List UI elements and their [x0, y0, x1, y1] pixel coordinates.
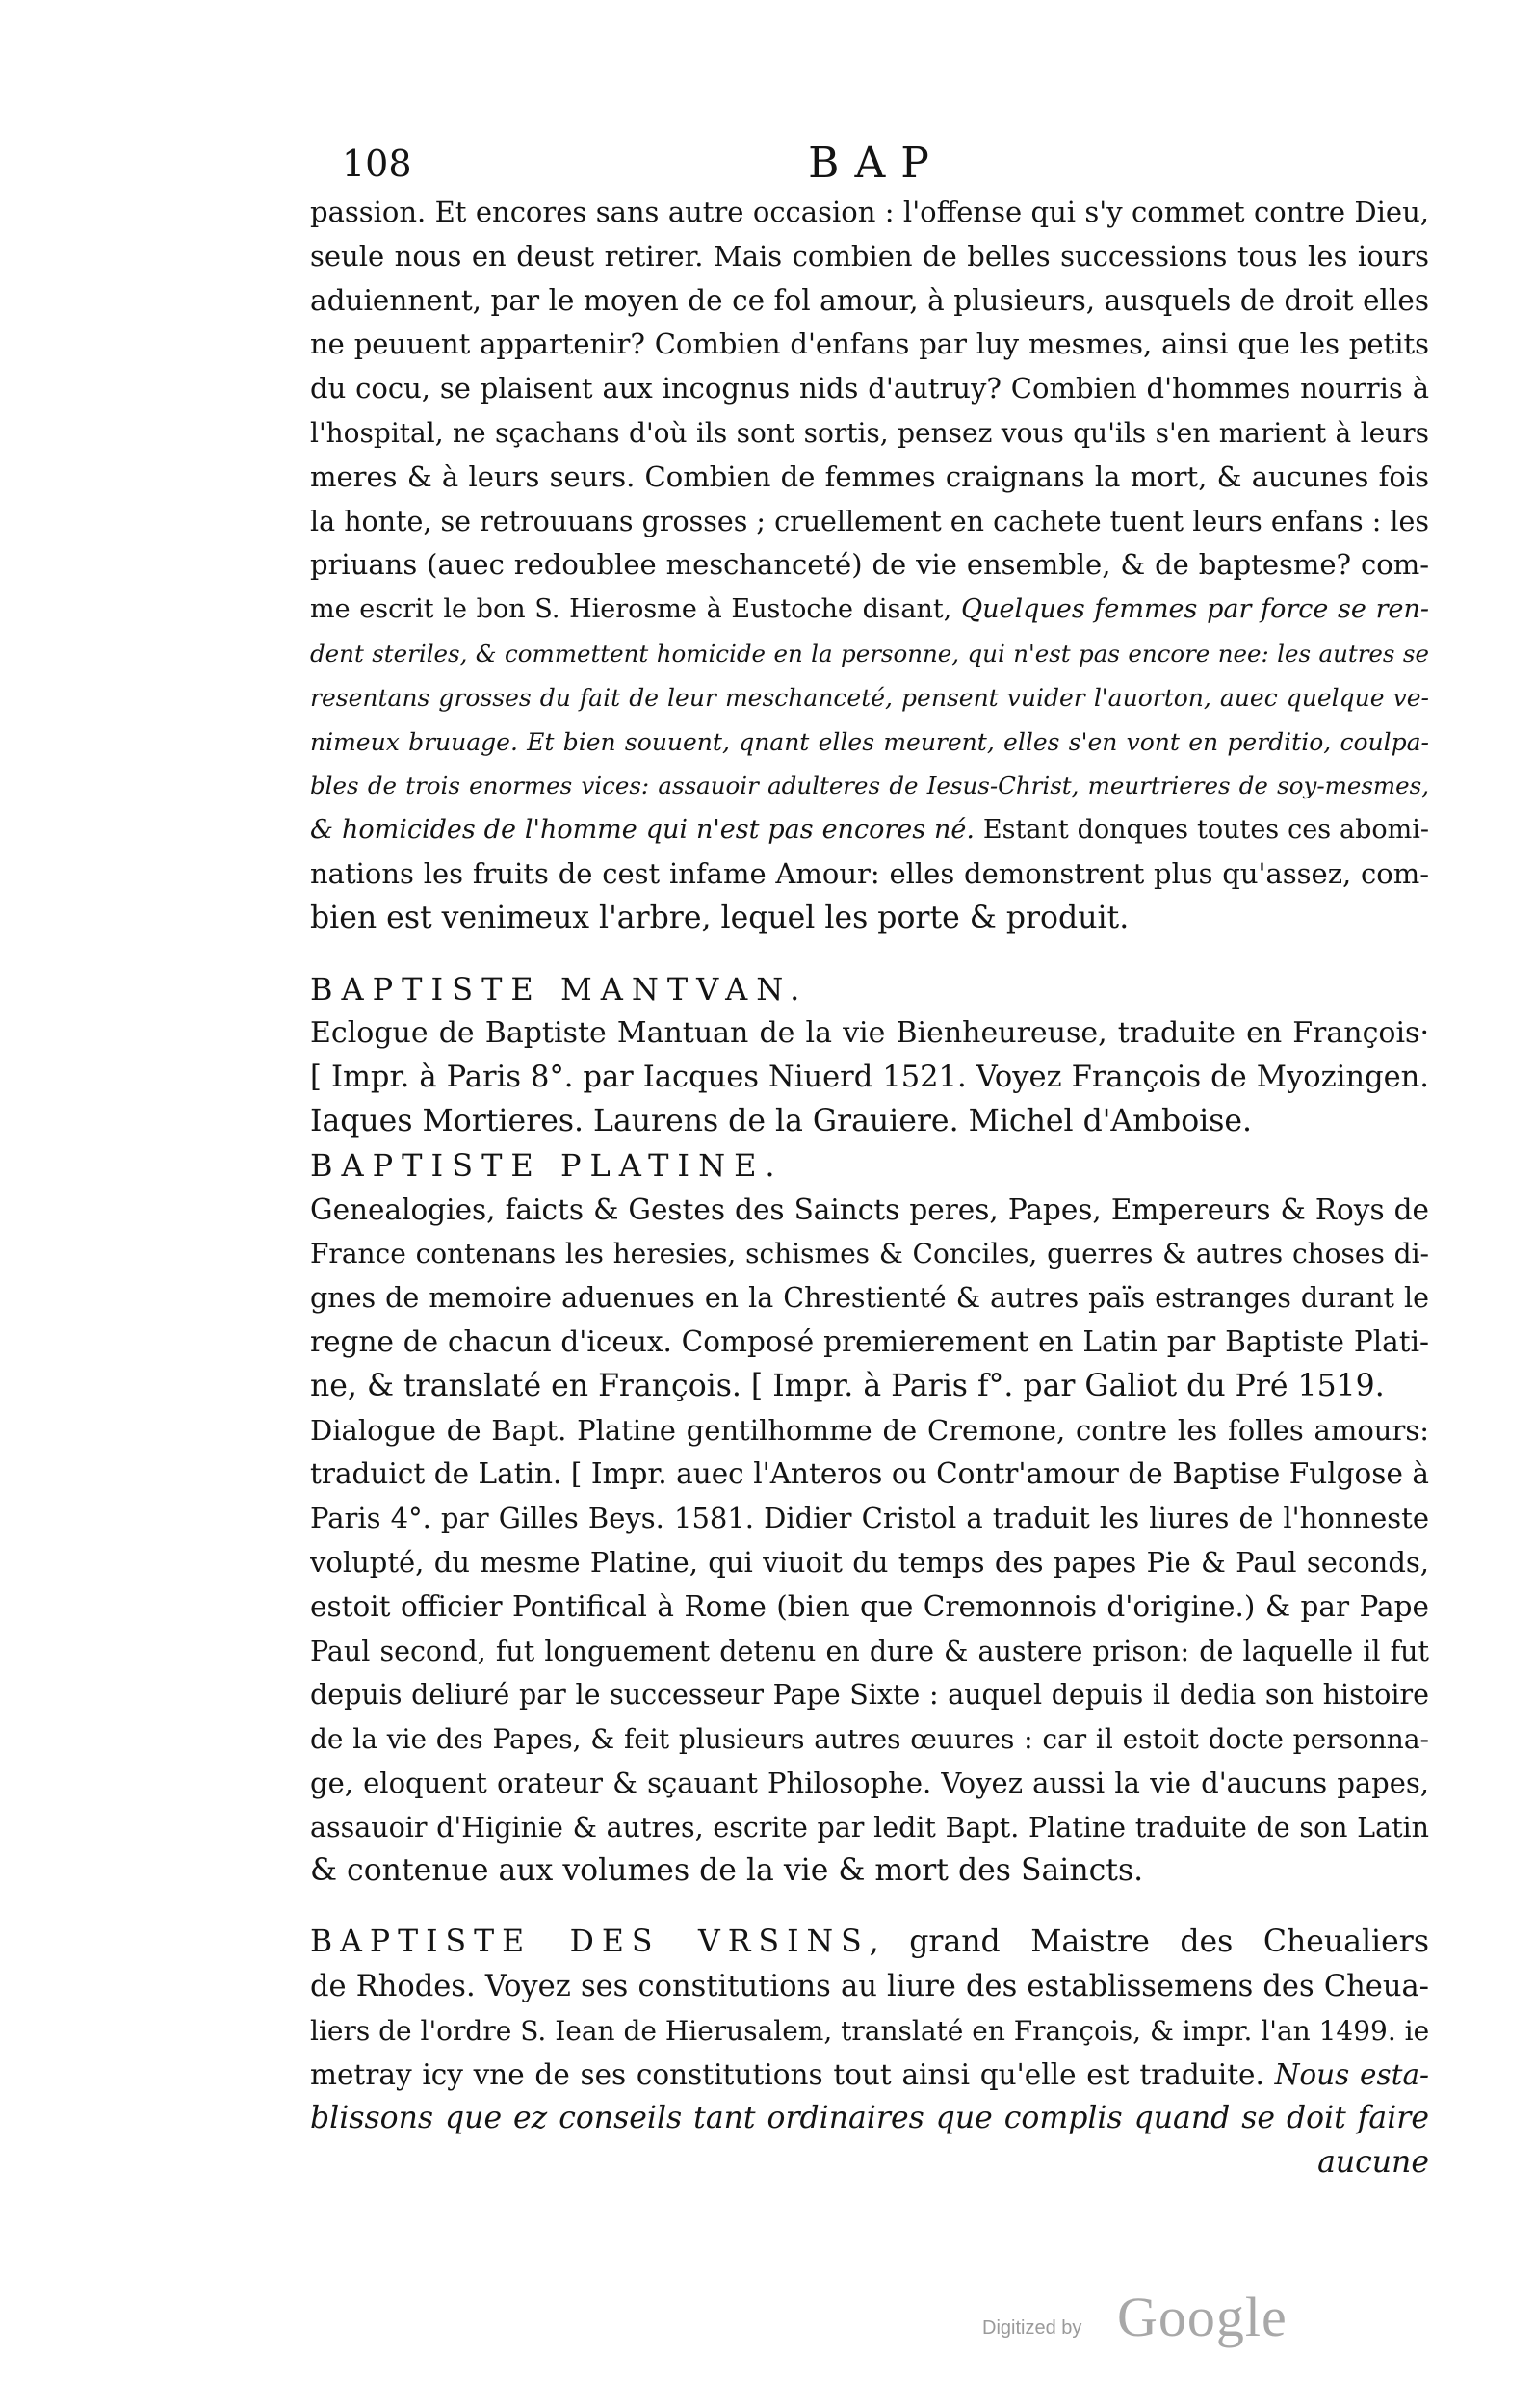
section-gap — [310, 1894, 1429, 1921]
text-line: l'hospital, ne sçachans d'où ils sont sortis, pensez vous qu'ils s'en marient à leurs — [310, 416, 1429, 449]
text-line: ge, eloquent orateur & sçauant Philosophe. Voyez aussi la vie d'aucuns papes, — [310, 1766, 1429, 1799]
italic-quote: & homicides de l'homme qui n'est pas encores né. — [310, 815, 975, 846]
text-roman: Estant donques toutes ces abomi- — [974, 815, 1429, 846]
text-line — [310, 808, 1429, 852]
text-line: [ Impr. à Paris 8°. par Iacques Niuerd 1521. Voyez François de Myozingen. — [310, 1060, 1429, 1095]
text-line: Dialogue de Bapt. Platine gentilhomme de Cremone, contre les folles amours: — [310, 1413, 1429, 1447]
text-line: depuis deliuré par le successeur Pape Sixte : auquel depuis il dedia son histoire — [310, 1679, 1429, 1712]
page-number: 108 — [342, 143, 412, 185]
text-roman: metray icy vne de ses constitutions tout ainsi qu'elle est traduite. — [310, 2057, 1275, 2091]
text-line: regne de chacun d'iceux. Composé premierement en Latin par Baptiste Plati- — [310, 1324, 1429, 1358]
text-line: passion. Et encores sans autre occasion : l'offense qui s'y commet contre Dieu, — [310, 196, 1429, 228]
text-line: Eclogue de Baptiste Mantuan de la vie Bienheureuse, traduite en François· — [310, 1016, 1429, 1051]
italic-quote-line: bles de trois enormes vices: assauoir adulteres de Iesus-Christ, meurtrieres de soy-mesmes, — [310, 772, 1429, 800]
text-line: volupté, du mesme Platine, qui viuoit du temps des papes Pie & Paul seconds, — [310, 1545, 1429, 1579]
italic-quote-line: resentans grosses du fait de leur meschanceté, pensent vuider l'auorton, auec quelque ve- — [310, 683, 1429, 712]
text-line: meres & à leurs seurs. Combien de femmes craignans la mort, & aucunes fois — [310, 459, 1429, 493]
text-line — [310, 588, 1429, 632]
entry-heading-platine: BAPTISTE PLATINE. — [310, 1146, 784, 1184]
text-line: priuans (auec redoublee meschanceté) de vie ensemble, & de baptesme? com- — [310, 548, 1429, 582]
text-line: Paul second, fut longuement detenu en dure & austere prison: de laquelle il fut — [310, 1635, 1429, 1667]
text-line: ne peuuent appartenir? Combien d'enfans par luy mesmes, ainsi que les petits — [310, 327, 1429, 361]
italic-quote: Quelques femmes par force se ren- — [961, 594, 1429, 625]
text-line: Iaques Mortieres. Laurens de la Grauiere. Michel d'Amboise. — [310, 1103, 1253, 1139]
text-line: nations les fruits de cest infame Amour: elles demonstrent plus qu'assez, com- — [310, 856, 1429, 890]
text-line: traduict de Latin. [ Impr. auec l'Anteros ou Contr'amour de Baptise Fulgose à — [310, 1457, 1429, 1491]
page-header — [332, 139, 1420, 191]
text-line: liers de l'ordre S. Iean de Hierusalem, translaté en François, & impr. l'an 1499. ie — [310, 2014, 1429, 2047]
text-line — [310, 1921, 1429, 1965]
section-gap — [310, 941, 1429, 968]
catchword: aucune — [1317, 2145, 1429, 2181]
text-line: aduiennent, par le moyen de ce fol amour, à plusieurs, ausquels de droit elles — [310, 283, 1429, 317]
text-line: de Rhodes. Voyez ses constitutions au liure des establissemens des Cheua- — [310, 1970, 1429, 2004]
entry-heading-ursins: BAPTISTE DES VRSINS — [310, 1924, 870, 1960]
text-line — [310, 2054, 1429, 2098]
running-head: BAP — [808, 139, 945, 188]
text-line: France contenans les heresies, schismes & Conciles, guerres & autres choses di- — [310, 1238, 1429, 1270]
italic-quote-line: dent steriles, & commettent homicide en la personne, qui n'est pas encore nee: les autres se — [310, 639, 1429, 667]
google-logo: Google — [1117, 2286, 1288, 2348]
italic-quote: Nous esta- — [1274, 2057, 1429, 2091]
text-line: Paris 4°. par Gilles Beys. 1581. Didier Cristol a traduit les liures de l'honneste — [310, 1502, 1429, 1535]
text-line: seule nous en deust retirer. Mais combien de belles successions tous les iours — [310, 239, 1429, 273]
italic-quote-line: blissons que ez conseils tant ordinaires que complis quand se doit faire — [310, 2101, 1429, 2136]
text-line: la honte, se retrouuans grosses ; cruellement en cachete tuent leurs enfans : les — [310, 505, 1429, 537]
entry-heading-mantuan: BAPTISTE MANTVAN. — [310, 970, 809, 1008]
text-line: ne, & translaté en François. [ Impr. à Paris f°. par Galiot du Pré 1519. — [310, 1368, 1385, 1403]
digitization-footer — [982, 2286, 1290, 2350]
text-line: gnes de memoire aduenues en la Chrestienté & autres païs estranges durant le — [310, 1282, 1429, 1315]
italic-quote-line: nimeux bruuage. Et bien souuent, qnant elles meurent, elles s'en vont en perditio, coulpa- — [310, 727, 1429, 756]
text-roman: , grand Maistre des Cheualiers — [869, 1924, 1429, 1960]
text-line: & contenue aux volumes de la vie & mort des Saincts. — [310, 1853, 1144, 1889]
text-block — [310, 191, 1429, 2186]
text-line: bien est venimeux l'arbre, lequel les porte & produit. — [310, 900, 1130, 935]
text-line: Genealogies, faicts & Gestes des Saincts peres, Papes, Empereurs & Roys de — [310, 1192, 1429, 1226]
text-line: assauoir d'Higinie & autres, escrite par ledit Bapt. Platine traduite de son Latin — [310, 1811, 1429, 1844]
text-line: du cocu, se plaisent aux incognus nids d'autruy? Combien d'hommes nourris à — [310, 372, 1429, 406]
digitized-by-label: Digitized by — [982, 2317, 1082, 2339]
text-roman: me escrit le bon S. Hierosme à Eustoche disant, — [310, 594, 962, 625]
text-line: estoit officier Pontifical à Rome (bien que Cremonnois d'origine.) & par Pape — [310, 1589, 1429, 1623]
text-line: de la vie des Papes, & feit plusieurs autres œuures : car il estoit docte personna- — [310, 1723, 1429, 1756]
